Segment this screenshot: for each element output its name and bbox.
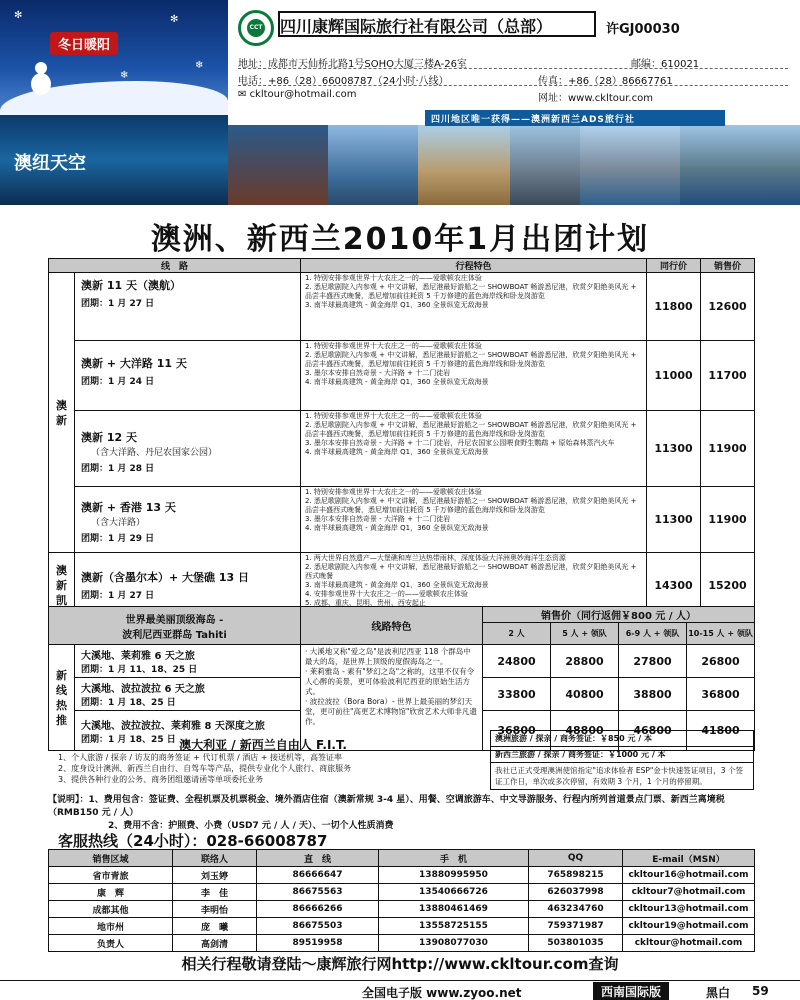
notes	[48, 794, 754, 833]
route-features: 1. 特别安排参观世界十大农庄之一的——爱歌顿农庄体验 2. 悉尼歌剧院入内参观 + 中文讲解，悉尼港最好游船之一 SHOWBOAT 畅游悉尼港，欣赏夕阳绝美风光 + 品尝丰盛西式晚餐，悉尼增加前往耗资 5 千万修建的蓝色海岸线和卧龙岗游览 3. 墨尔本安排自然奇景 - 大洋路 + 十二门徒岩 4. 南半球最高建筑 - 黄金海岸 Q1，360 全景纵览无敌海景	[301, 487, 647, 553]
footer-site[interactable]: 全国电子版 www.zyoo.net	[362, 986, 522, 1000]
contact-direct: 86666266	[257, 901, 379, 918]
reef-fish-photo	[228, 125, 328, 205]
price-10-15: 36800	[687, 678, 755, 711]
tahiti-heading: 世界最美丽顶级海岛 - 波利尼西亚群岛 Tahiti	[49, 607, 301, 645]
route-name[interactable]: 澳新 12 天	[81, 431, 137, 444]
divider	[238, 85, 788, 86]
snowman-icon	[30, 62, 52, 98]
route-features: 1. 两大世界自然遗产—大堡礁和库兰达热带雨林，深度体验大洋洲奥妙海洋生态资源 2. 悉尼歌剧院入内参观 + 中文讲解，悉尼港最好游船之一 SHOWBOAT 畅游悉尼港，欣赏夕阳绝美风光 + 西式晚餐 3. 南半球最高建筑 - 黄金海岸 Q1，360 全景纵览无敌海景 4. 安排参观世界十大农庄之一的——爱歌顿农庄体验 5. 成都、重庆、昆明、贵州、西安起止	[301, 553, 647, 619]
contact-email[interactable]: ckltour16@hotmail.com	[623, 867, 755, 884]
logo-text: CCT	[247, 19, 265, 37]
banner-title: 澳纽天空	[14, 153, 86, 174]
visa-price-newzealand: 新西兰旅游 / 探亲 / 商务签证：￥1000 元 / 本	[490, 747, 754, 763]
contact-direct: 86675563	[257, 884, 379, 901]
visa-box	[490, 730, 754, 790]
contact-email[interactable]: ckltour7@hotmail.com	[623, 884, 755, 901]
page-number: 59	[752, 984, 769, 998]
contact-direct: 86666647	[257, 867, 379, 884]
price-6-9: 38800	[619, 678, 687, 711]
service-hotline: 客服热线（24小时）：028-66008787	[58, 832, 328, 850]
sale-price: 12600	[701, 273, 755, 341]
col-features: 行程特色	[301, 259, 647, 273]
snowflake-icon: ❄	[120, 70, 129, 81]
col-direct: 直 线	[257, 850, 379, 867]
route-name[interactable]: 澳新 11 天（澳航）	[81, 279, 181, 292]
col-route: 线 路	[49, 259, 301, 273]
peer-price: 11800	[647, 273, 701, 341]
marina-photo	[580, 125, 680, 205]
snowflake-icon: ✻	[14, 10, 23, 21]
list-item: 3、提供各种行业的公务、商务团组邀请函等单项委托业务	[58, 775, 264, 784]
contact-mobile: 13880995950	[379, 867, 529, 884]
contact-email[interactable]: ckltour13@hotmail.com	[623, 901, 755, 918]
contact-mobile: 13908077030	[379, 935, 529, 952]
contact-direct: 89519958	[257, 935, 379, 952]
tahiti-features: · 大溪地又称"爱之岛"是波利尼西亚 118 个群岛中最大的岛，是世界上顶级的度假海岛之一。 · 莱莉雅岛 - 素有"梦幻之岛"之称的，这里不仅有令人心醉的美景，更可体验波利尼西亚的原始生活方式。 · 波拉波拉（Bora Bora）- 世界上最美丽的梦幻天堂，更可前往"高更艺术博物馆"欣赏艺术大师非凡遗作。	[301, 645, 483, 751]
ads-tagline: 四川地区唯一获得——澳洲新西兰ADS旅行社	[425, 110, 725, 126]
sale-price: 11900	[701, 487, 755, 553]
banner-sky-photo	[0, 115, 228, 205]
contact-region: 成都其他	[49, 901, 173, 918]
tahiti-feature-header: 线路特色	[301, 607, 483, 645]
trip-date: 团期：1 月 18、25 日	[81, 698, 176, 708]
contact-qq: 503801035	[529, 935, 623, 952]
address-label: 地址：	[238, 59, 268, 70]
website-callout[interactable]: 相关行程敬请登陆～康辉旅行网http://www.ckltour.com查询	[181, 955, 619, 973]
table-row	[49, 901, 755, 918]
route-date: 团期：1 月 29 日	[81, 534, 155, 544]
contacts-table	[48, 849, 755, 952]
postcode: 610021	[661, 59, 700, 70]
snowflake-icon: ❄	[195, 60, 204, 71]
list-item: 2、度身设计澳洲、新西兰自由行、自驾车等产品，提供专业化个人旅行、商旅服务	[58, 764, 352, 773]
table-row	[49, 884, 755, 901]
price-6-9: 27800	[619, 645, 687, 678]
price-6-9: 46800	[619, 711, 687, 751]
tel: +86（28）66008787（24小时·八线）	[268, 76, 449, 87]
group-size-header: 6-9 人 + 领队	[619, 623, 687, 645]
route-features: 1. 特别安排参观世界十大农庄之一的——爱歌顿农庄体验 2. 悉尼歌剧院入内参观 + 中文讲解，悉尼港最好游船之一 SHOWBOAT 畅游悉尼港，欣赏夕阳绝美风光 + 品尝丰盛西式晚餐，悉尼增加前往耗资 5 千万修建的蓝色海岸线和卧龙岗游览 3. 墨尔本安排自然奇景 - 大洋路 + 十二门徒岩，丹尼农国家公园喂食野生鹦鹉 + 原始森林蒸汽火车 4. 南半球最高建筑 - 黄金海岸 Q1，360 全景纵览无敌海景	[301, 411, 647, 487]
email-icon: ✉	[238, 89, 250, 100]
contact-mobile: 13540666726	[379, 884, 529, 901]
contact-email[interactable]: ckltour@hotmail.com	[623, 935, 755, 952]
table-row	[49, 918, 755, 935]
peer-price: 11300	[647, 487, 701, 553]
contact-name: 李明怡	[173, 901, 257, 918]
route-features: 1. 特别安排参观世界十大农庄之一的——爱歌顿农庄体验 2. 悉尼歌剧院入内参观 + 中文讲解，悉尼港最好游船之一 SHOWBOAT 畅游悉尼港，欣赏夕阳绝美风光 + 品尝丰盛西式晚餐，悉尼增加前往耗资 5 千万修建的蓝色海岸线和卧龙岗游览 3. 南半球最高建筑 - 黄金海岸 Q1，360 全景纵览无敌海景	[301, 273, 647, 341]
table-row	[49, 867, 755, 884]
region-label: 新线热推	[49, 645, 75, 751]
sale-price: 15200	[701, 553, 755, 619]
contact-qq: 765898215	[529, 867, 623, 884]
contact-mobile: 13558725155	[379, 918, 529, 935]
tahiti-price-header: 销售价（同行返佣￥800 元 / 人）	[483, 607, 755, 623]
trip-name[interactable]: 大溪地、莱莉雅 6 天之旅	[81, 651, 195, 662]
contact-email[interactable]: ckltour19@hotmail.com	[623, 918, 755, 935]
divider	[238, 68, 788, 69]
price-2: 24800	[483, 645, 551, 678]
contact-name: 李 佳	[173, 884, 257, 901]
col-contact: 联络人	[173, 850, 257, 867]
address: 成都市天仙桥北路1号SOHO大厦三楼A-26室	[268, 59, 467, 70]
trip-name[interactable]: 大溪地、波拉波拉 6 天之旅	[81, 684, 205, 695]
price-5: 40800	[551, 678, 619, 711]
contact-direct: 86675503	[257, 918, 379, 935]
region-label: 澳新	[49, 273, 75, 553]
sale-price: 11700	[701, 341, 755, 411]
page-title: 澳洲、新西兰2010年1月出团计划	[150, 222, 650, 257]
list-item: 1、个人旅游 / 探亲 / 访友的商务签证 + 代订机票 / 酒店 + 接送机等，高签证率	[58, 753, 343, 762]
snowflake-icon: ✻	[170, 14, 179, 25]
web-label: 网址：	[538, 93, 568, 104]
contact-region: 康 辉	[49, 884, 173, 901]
kangaroo-photo	[418, 125, 510, 205]
col-sale-price: 销售价	[701, 259, 755, 273]
license-number: 许GJ00030	[606, 22, 680, 37]
footer-color: 黑白	[706, 986, 731, 1000]
footer-section: 西南国际版	[593, 982, 669, 1000]
fit-title: 澳大利亚 / 新西兰自由人 F.I.T.	[179, 738, 347, 752]
table-row	[49, 487, 755, 553]
trip-date: 团期：1 月 11、18、25 日	[81, 665, 198, 675]
contact-qq: 626037998	[529, 884, 623, 901]
company-logo	[238, 10, 274, 46]
fit-list	[58, 752, 488, 785]
contact-mobile: 13880461469	[379, 901, 529, 918]
route-date: 团期：1 月 27 日	[81, 591, 155, 601]
route-name[interactable]: 澳新 + 大洋路 11 天	[81, 357, 187, 370]
contact-qq: 463234760	[529, 901, 623, 918]
group-size-header: 10-15 人 + 领队	[687, 623, 755, 645]
tel-label: 电话：	[238, 76, 268, 87]
notes-excluded: 2、费用不含：护照费、小费（USD7 元 / 人 / 天）、一切个人性质消费	[108, 821, 394, 831]
table-row	[49, 273, 755, 341]
price-2: 33800	[483, 678, 551, 711]
price-10-15: 26800	[687, 645, 755, 678]
contact-region: 负责人	[49, 935, 173, 952]
peer-price: 11300	[647, 411, 701, 487]
contact-region: 地市州	[49, 918, 173, 935]
contact-name: 刘玉婷	[173, 867, 257, 884]
group-size-header: 2 人	[483, 623, 551, 645]
table-row	[49, 411, 755, 487]
harbour-bridge-photo	[328, 125, 418, 205]
peer-price: 11000	[647, 341, 701, 411]
col-qq: QQ	[529, 850, 623, 867]
notes-included: 【说明】：1、费用包含：签证费、全程机票及机票税金、境外酒店住宿（澳新常规 3-4 星）、用餐、空调旅游车、中文导游服务、行程内所列首道景点门票、新西兰离境税（RMB150 元 / 人）	[48, 795, 725, 818]
winter-title: 冬日暖阳	[50, 32, 118, 55]
price-10-15: 41800	[687, 711, 755, 751]
visa-note: 我社已正式受理澳洲使馆指定"追求体验者 ESP"金卡快速签证项目，3 个签证工作日，单次或多次停留，有效期 3 个月，1 个月的停留期。	[490, 763, 754, 790]
price-5: 48800	[551, 711, 619, 751]
page-footer	[0, 980, 800, 1000]
route-sub: （含大洋路）	[91, 518, 146, 528]
sale-price: 11900	[701, 411, 755, 487]
winter-banner	[0, 0, 228, 115]
tour-table	[48, 258, 755, 619]
col-peer-price: 同行价	[647, 259, 701, 273]
fax: +86（28）86667761	[568, 76, 673, 87]
col-region: 销售区域	[49, 850, 173, 867]
postcode-label: 邮编：	[631, 59, 661, 70]
col-mobile: 手 机	[379, 850, 529, 867]
skyline-photo	[680, 125, 800, 205]
route-features: 1. 特别安排参观世界十大农庄之一的——爱歌顿农庄体验 2. 悉尼歌剧院入内参观 + 中文讲解，悉尼港最好游船之一 SHOWBOAT 畅游悉尼港，欣赏夕阳绝美风光 + 品尝丰盛西式晚餐，悉尼增加前往耗资 5 千万修建的蓝色海岸线和卧龙岗游览 3. 墨尔本安排自然奇景 - 大洋路 + 十二门徒岩 4. 南半球最高建筑 - 黄金海岸 Q1，360 全景纵览无敌海景	[301, 341, 647, 411]
group-size-header: 5 人 + 领队	[551, 623, 619, 645]
col-email: E-mail（MSN）	[623, 850, 755, 867]
city-tower-photo	[510, 125, 580, 205]
price-5: 28800	[551, 645, 619, 678]
contact-region: 省市青旅	[49, 867, 173, 884]
price-2: 36800	[483, 711, 551, 751]
route-date: 团期：1 月 28 日	[81, 464, 155, 474]
table-row	[49, 935, 755, 952]
table-row	[49, 341, 755, 411]
route-name[interactable]: 澳新 + 香港 13 天	[81, 501, 176, 514]
company-name: 四川康辉国际旅行社有限公司（总部）	[280, 17, 553, 36]
route-date: 团期：1 月 27 日	[81, 299, 155, 309]
route-sub: （含大洋路、丹尼农国家公园）	[91, 448, 218, 458]
trip-name[interactable]: 大溪地、波拉波拉、莱莉雅 8 天深度之旅	[81, 720, 265, 732]
contact-name: 高剑清	[173, 935, 257, 952]
route-date: 团期：1 月 24 日	[81, 377, 155, 387]
table-row	[49, 645, 755, 678]
route-name[interactable]: 澳新（含墨尔本）+ 大堡礁 13 日	[81, 571, 250, 584]
contact-qq: 759371987	[529, 918, 623, 935]
email-link[interactable]: ckltour@hotmail.com	[249, 89, 357, 100]
region-label: 澳新凯	[49, 553, 75, 619]
fax-label: 传真：	[538, 76, 568, 87]
peer-price: 14300	[647, 553, 701, 619]
email-row	[238, 89, 653, 104]
contact-name: 庞 曦	[173, 918, 257, 935]
trip-date: 团期：1 月 18、25 日	[81, 734, 176, 745]
web-link[interactable]: www.ckltour.com	[568, 93, 653, 104]
visa-price-australia: 澳洲旅游 / 探亲 / 商务签证：￥850 元 / 本	[490, 730, 754, 747]
